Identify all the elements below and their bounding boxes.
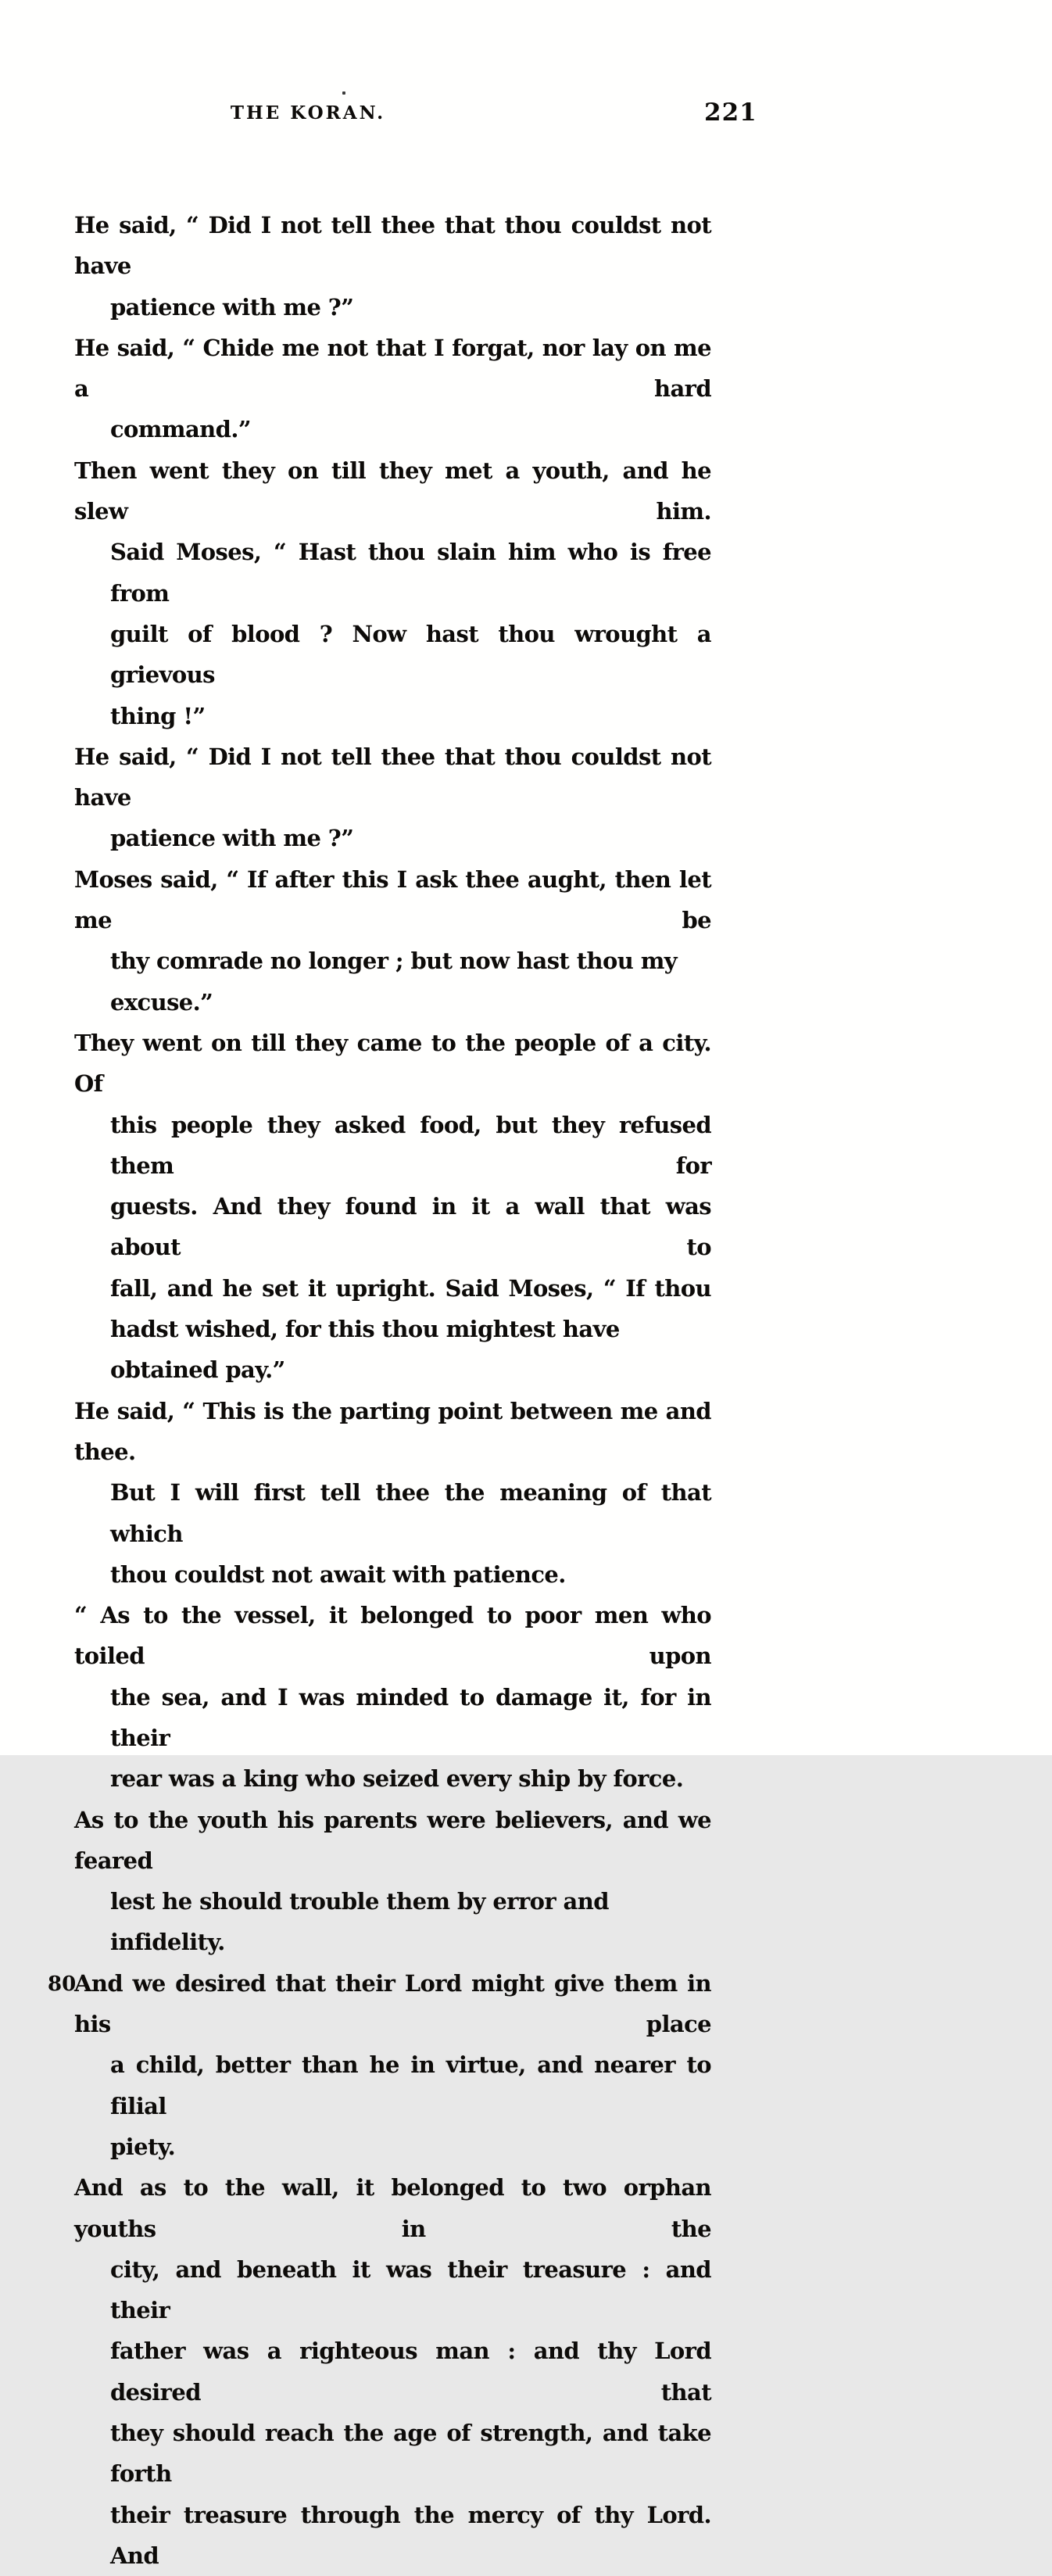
text-line: guests. And they found in it a wall that was about to <box>110 1193 711 1261</box>
text-line: father was a righteous man : and thy Lord desired that <box>110 2338 711 2406</box>
text-line: He said, “ This is the parting point between me and thee. <box>74 1397 711 1465</box>
text-line: As to the youth his parents were believers, and we feared <box>74 1806 711 1874</box>
text-line: Then went they on till they met a youth, and he slew him. <box>74 457 711 525</box>
text-line: They went on till they came to the people of a city. Of <box>74 1029 711 1098</box>
text-line: But I will first tell thee the meaning of that which <box>110 1479 711 1547</box>
verse-margin-number: 80 <box>48 1972 77 1996</box>
text-line: thou couldst not await with patience. <box>110 1560 566 1588</box>
text-line: Said Moses, “ Hast thou slain him who is free from <box>110 539 711 607</box>
text-line: And we desired that their Lord might give them in his place 80 <box>74 1963 711 2045</box>
text-line: guilt of blood ? Now hast thou wrought a grievous <box>110 620 711 689</box>
text-line: fall, and he set it upright. Said Moses, “ If thou <box>110 1274 711 1302</box>
text-line: the sea, and I was minded to damage it, for in their <box>110 1683 711 1751</box>
text-line: they should reach the age of strength, and take forth <box>110 2420 711 2488</box>
text-line: city, and beneath it was their treasure : and their <box>110 2255 711 2324</box>
text-line: thy comrade no longer ; but now hast thou my excuse.” <box>110 948 678 1016</box>
text-line: piety. <box>110 2133 176 2160</box>
text-line: thing !” <box>110 702 206 729</box>
text-line: He said, “ Did I not tell thee that thou couldst not have <box>74 212 711 280</box>
page-number: 221 <box>704 99 757 127</box>
text-line: lest he should trouble them by error and infidelity. <box>110 1888 609 1956</box>
text-line: a child, better than he in virtue, and nearer to filial <box>110 2051 711 2119</box>
text-line: Moses said, “ If after this I ask thee aught, then let me be <box>74 865 711 934</box>
text-line: their treasure through the mercy of thy Lord. And <box>110 2501 711 2569</box>
text-line: command.” <box>110 416 251 443</box>
text-line: hadst wished, for this thou mightest have obtained pay.” <box>110 1316 620 1384</box>
text-line: patience with me ?” <box>110 293 354 321</box>
ink-speck <box>342 91 345 95</box>
body-text-block <box>48 205 711 2576</box>
text-line: He said, “ Chide me not that I forgat, nor lay on me a hard <box>74 334 711 403</box>
text-line: And as to the wall, it belonged to two orphan youths in the <box>74 2174 711 2242</box>
text-line: He said, “ Did I not tell thee that thou couldst not have <box>74 743 711 811</box>
text-line: this people they asked food, but they refused them for <box>110 1111 711 1179</box>
running-header-title: THE KORAN. <box>230 102 386 124</box>
text-line: patience with me ?” <box>110 825 354 852</box>
text-line: “ As to the vessel, it belonged to poor men who toiled upon <box>74 1602 711 1670</box>
text-line: rear was a king who seized every ship by force. <box>110 1765 684 1793</box>
